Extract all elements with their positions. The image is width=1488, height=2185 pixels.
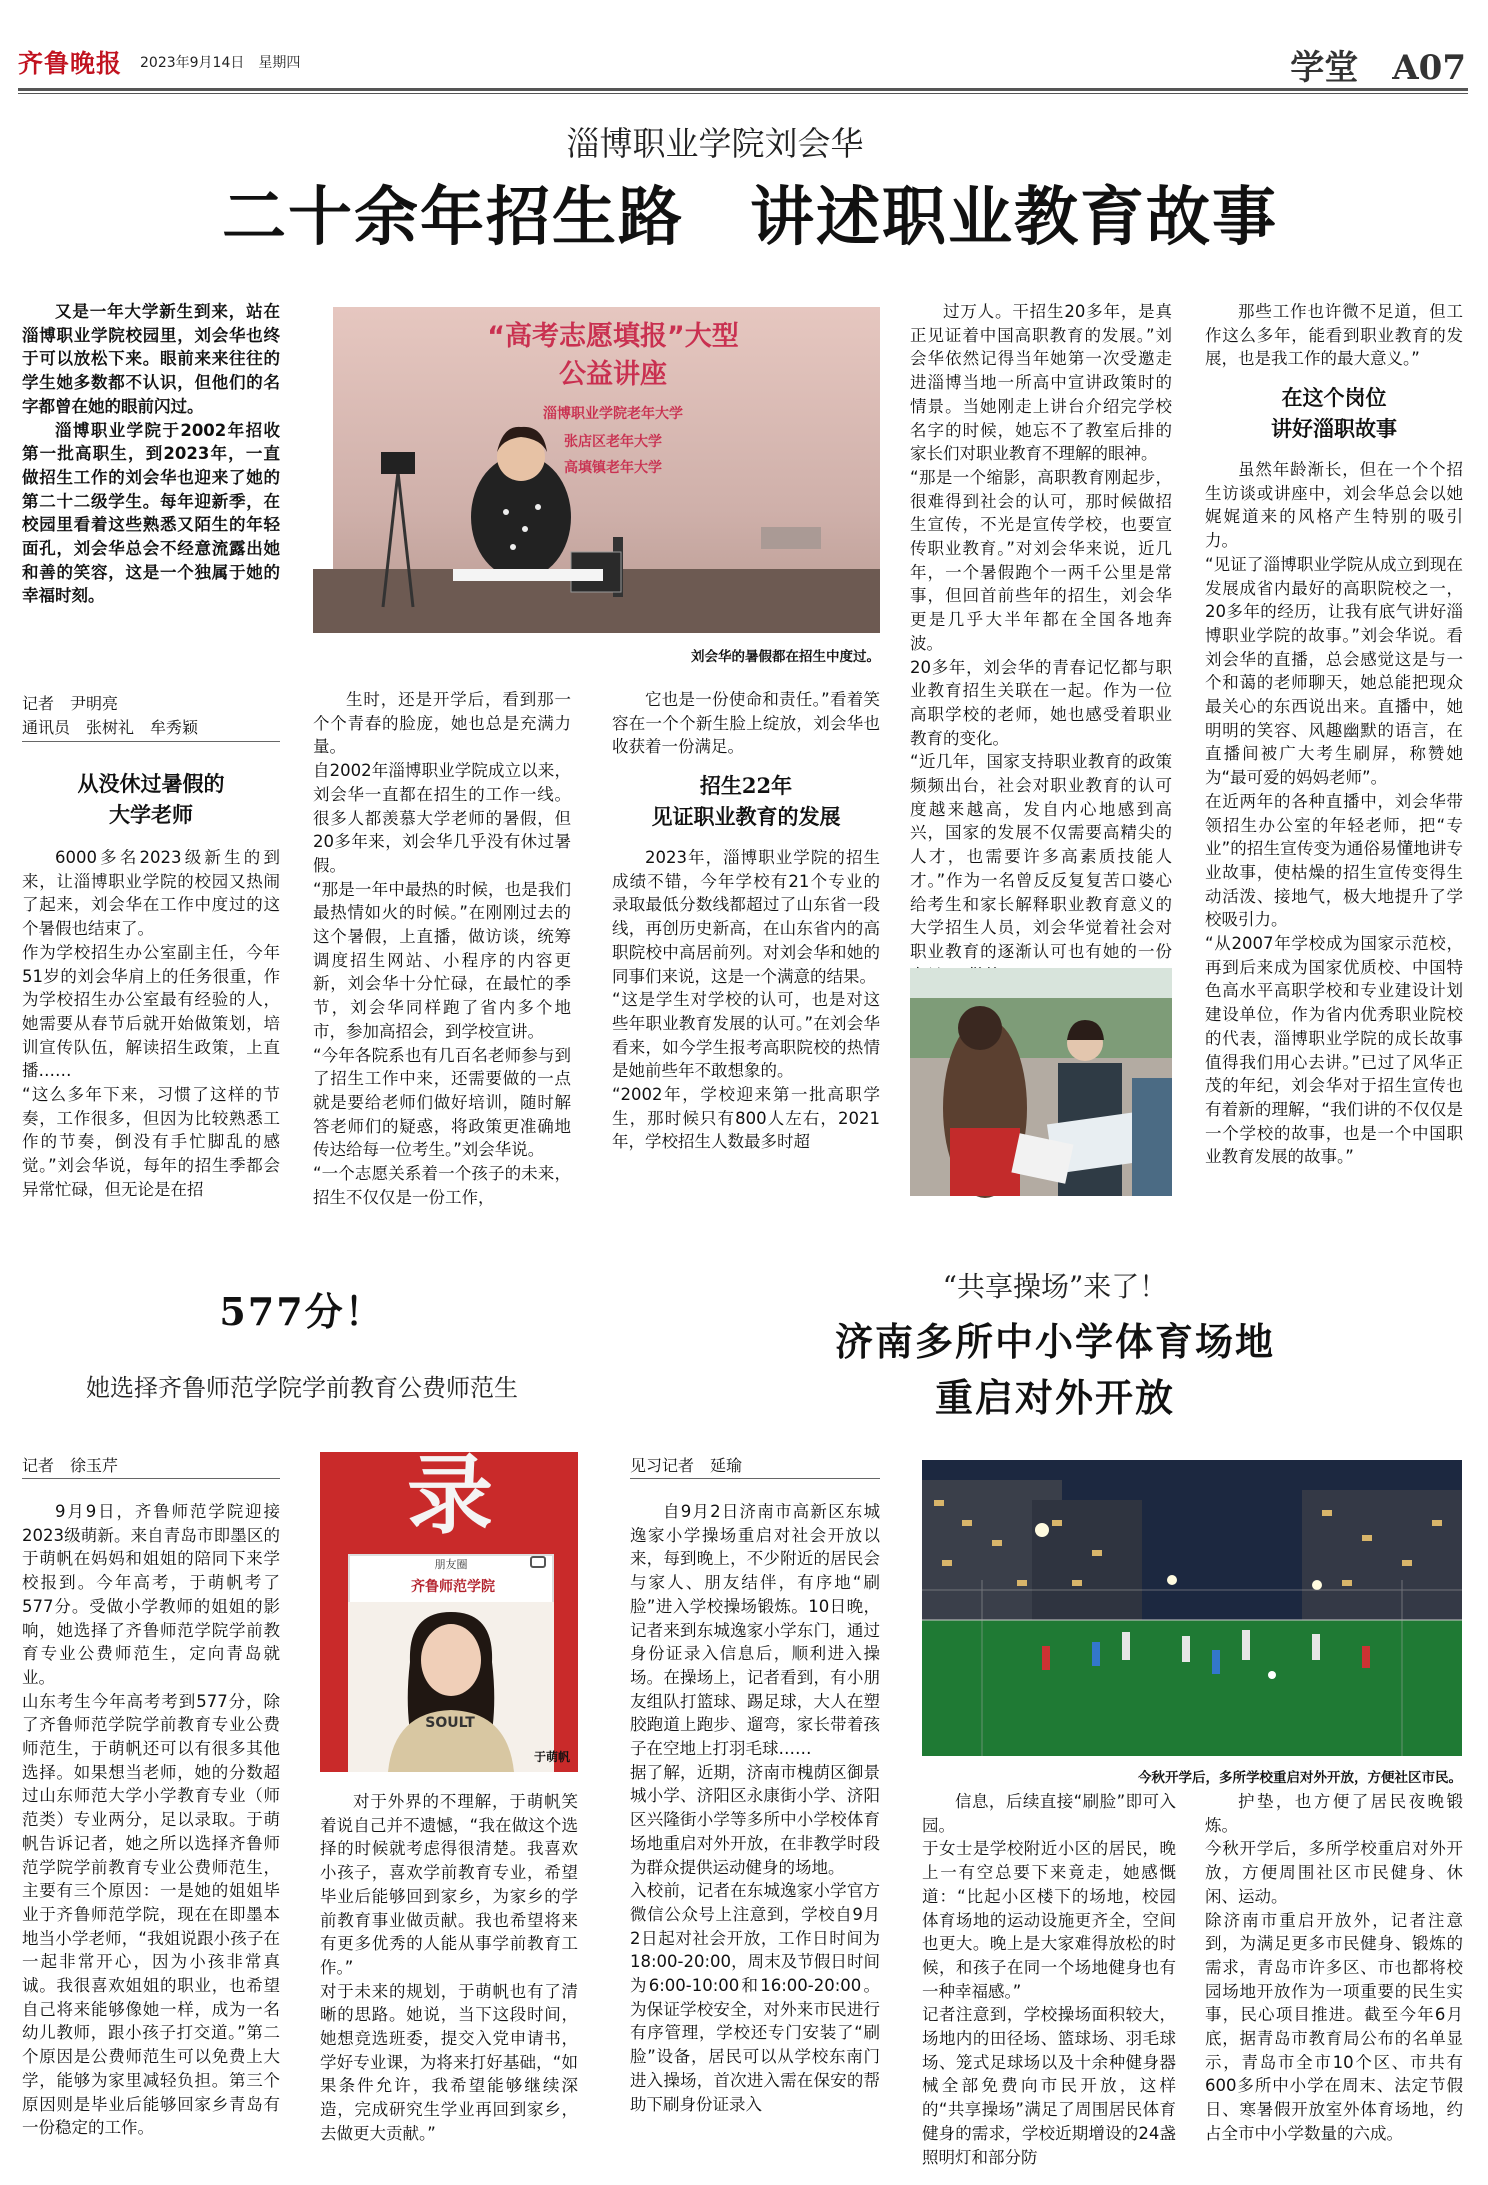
byline-correspondent: 通讯员 张树礼 牟秀颖 xyxy=(22,718,199,737)
photo1-caption: 刘会华的暑假都在招生中度过。 xyxy=(691,649,880,665)
article3-col2: 信息，后续直接“刷脸”即可入园。 于女士是学校附近小区的居民，晚上一有空总要下来竟走，她感慨道：“比起小区楼下的场地，校园体育场地的运动设施更齐全，空间也更大。晚上是大家难得放松的时候，和孩子在同一个场地健身也有一种幸福感。” 记者注意到，学校操场面积较大，场地内的田径场、篮球场、羽毛球场、笼式足球场以及十余种健身器械全部免费向市民开放，这样的“共享操场”满足了周围居民体育健身的需求，学校近期增设的24盏照明灯和部分防 xyxy=(922,1792,1176,2167)
frame-school-name: 齐鲁师范学院 xyxy=(411,1579,495,1595)
shirt-print: SOULT xyxy=(425,1715,475,1731)
section-page: 学堂 A07 xyxy=(1290,48,1466,88)
article1-col1: 6000多名2023级新生的到来，让淄博职业学院的校园又热闹了起来，刘会华在工作中度过的这个暑假也结束了。 作为学校招生办公室副主任，今年51岁的刘会华肩上的任务很重，作为学校招生办公室最有经验的人，她需要从春节后就开始做策划，培训宣传队伍，解读招生政策，上直播…… “这么多年下来，习惯了这样的节奏，工作很多，但因为比较熟悉工作的节奏，倒没有手忙脚乱的感觉。”刘会华说，每年的招生季都会异常忙碌，但无论是在招 xyxy=(22,848,280,1199)
byline-rule xyxy=(630,1478,880,1479)
lecture-scene xyxy=(313,307,880,633)
article1-lead xyxy=(22,300,280,690)
issue-date: 2023年9月14日 星期四 xyxy=(140,55,301,71)
header-rule xyxy=(18,88,1468,91)
article1-col5b: 虽然年龄渐长，但在一个个招生访谈或讲座中，刘会华总会以她娓娓道来的风格产生特别的吸引力。 “见证了淄博职业学院从成立到现在发展成省内最好的高职院校之一，20多年的经历，让我有底气讲好淄博职业学院的故事。”刘会华说。看刘会华的直播，总会感觉这是与一个和蔼的老师聊天，她总能把现众最关心的东西说出来。直播中，她明明的笑容、风趣幽默的语言，在直播间被广大考生刷屏，称赞她为“最可爱的妈妈老师”。 在近两年的各种直播中，刘会华带领招生办公室的年轻老师，把“专业”的招生宣传变为通俗易懂地讲专业故事，使枯燥的招生宣传变得生动活泼、接地气，极大地提升了学校吸引力。 “从2007年学校成为国家示范校，再到后来成为国家优质校、中国特色高水平高职学校和专业建设计划建设单位，作为省内优秀职业院校的代表，淄博职业学院的成长故事值得我们用心去讲。”已过了风华正茂的年纪，刘会华对于招生宣传也有着新的理解，“我们讲的不仅仅是一个学校的故事，也是一个中国职业教育发展的故事。” xyxy=(1205,460,1463,1167)
subhead-2: 招生22年 见证职业教育的发展 xyxy=(651,773,841,829)
article1-kicker: 淄博职业学院刘会华 xyxy=(566,124,864,163)
frame-title: 朋友圈 xyxy=(434,1558,468,1571)
lecture-photo xyxy=(313,307,880,633)
lead-paragraph: 淄博职业学院于2002年招收第一批高职生，到2023年，一直做招生工作的刘会华也迎来了她的第二十二级学生。每年迎新季，在校园里看着这些熟悉又陌生的年轻面孔，刘会华总会不经意流露出她和善的笑容，这是一个独属于她的幸福时刻。 xyxy=(22,420,280,606)
article1-col2: 生时，还是开学后，看到那一个个青春的脸庞，她也总是充满力量。 自2002年淄博职业学院成立以来，刘会华一直都在招生的工作一线。很多人都羡慕大学老师的暑假，但20多年来，刘会华几乎没有休过暑假。 “那是一年中最热的时候，也是我们最热情如火的时候。”在刚刚过去的这个暑假，上直播，做访谈，统筹调度招生网站、小程序的内容更新，刘会华十分忙碌，在最忙的季节，刘会华同样跑了省内多个地市，参加高招会，到学校宣讲。 “今年各院系也有几百名老师参与到了招生工作中来，还需要做的一点就是要给老师们做好培训，随时解答老师们的疑惑，将政策更准确地传达给每一位考生。”刘会华说。 “一个志愿关系着一个孩子的未来，招生不仅仅是一份工作， xyxy=(313,690,571,1207)
article3-col1: 自9月2日济南市高新区东城逸家小学操场重启对社会开放以来，每到晚上，不少附近的居民会与家人、朋友结伴，有序地“刷脸”进入学校操场锻炼。10日晚，记者来到东城逸家小学东门，通过身份证录入信息后，顺利进入操场。在操场上，记者看到，有小朋友组队打篮球、踢足球，大人在塑胶跑道上跑步、遛弯，家长带着孩子在空地上打羽毛球…… 据了解，近期，济南市槐荫区御景城小学、济阳区永康街小学、济阳区兴隆街小学等多所中小学校体育场地重启对外开放，在非教学时段为群众提供运动健身的场地。 入校前，记者在东城逸家小学官方微信公众号上注意到，学校自9月2日起对社会开放，工作日时间为18:00-20:00，周末及节假日时间为6:00-10:00和16:00-20:00。为保证学校安全，对外来市民进行有序管理，学校还专门安装了“刷脸”设备，居民可以从学校东南门进入操场，首次进入需在保安的帮助下刷身份证录入 xyxy=(630,1502,880,2114)
byline-rule xyxy=(22,741,280,742)
banner-line: 淄博职业学院老年大学 xyxy=(543,406,683,422)
night-field-scene xyxy=(922,1460,1462,1756)
article1-col5a: 那些工作也许微不足道，但工作这么多年，能看到职业教育的发展，也是我工作的最大意义。” xyxy=(1205,302,1463,369)
article3-headline-2: 重启对外开放 xyxy=(934,1375,1175,1420)
campus-scene xyxy=(910,968,1172,1196)
article2-col2: 对于外界的不理解，于萌帆笑着说自己并不遗憾，“我在做这个选择的时候就考虑得很清楚。我喜欢小孩子，喜欢学前教育专业，希望毕业后能够回到家乡，为家乡的学前教育事业做贡献。我也希望将来有更多优秀的人能从事学前教育工作。” 对于未来的规划，于萌帆也有了清晰的思路。她说，当下这段时间，她想竞选班委，提交入党申请书，学好专业课，为将来打好基础，“如果条件允许，我希望能够继续深造，完成研究生学业再回到家乡，去做更大贡献。” xyxy=(320,1792,578,2143)
article3-kicker: “共享操场”来了！ xyxy=(942,1270,1168,1303)
photo-credit: 于萌帆 xyxy=(533,1750,570,1764)
masthead: 齐鲁晚报 xyxy=(18,49,123,78)
student-photo xyxy=(320,1445,578,1772)
banner-subtitle: 公益讲座 xyxy=(559,359,667,390)
header-rule-thin xyxy=(18,93,1468,94)
lead-paragraph: 又是一年大学新生到来，站在淄博职业学院校园里，刘会华也终于可以放松下来。眼前来来往往的学生她多数都不认识，但他们的名字都曾在她的眼前闪过。 xyxy=(22,302,280,416)
article2-col1: 9月9日，齐鲁师范学院迎接2023级萌新。来自青岛市即墨区的于萌帆在妈妈和姐姐的陪同下来学校报到。今年高考，于萌帆考了577分。受做小学教师的姐姐的影响，她选择了齐鲁师范学院学前教育专业公费师范生，定向青岛就业。 山东考生今年高考考到577分，除了齐鲁师范学院学前教育专业公费师范生，于萌帆还可以有很多其他选择。如果想当老师，她的分数超过山东师范大学小学教育专业（师范类）专业两分，足以录取。于萌帆告诉记者，她之所以选择齐鲁师范学院学前教育专业公费师范生，主要有三个原因：一是她的姐姐毕业于齐鲁师范学院，现在在即墨本地当小学老师，“我姐说跟小孩子在一起非常开心，因为小孩非常真诚。我很喜欢姐姐的职业，也希望自己将来能够像她一样，成为一名幼儿教师，跟小孩子打交道。”第二个原因是公费师范生可以免费上大学，能够为家里减轻负担。第三个原因则是毕业后能够回家乡青岛有一份稳定的工作。 xyxy=(22,1502,280,2138)
sports-field-photo xyxy=(922,1460,1462,1756)
subhead-1: 从没休过暑假的 大学老师 xyxy=(77,771,225,827)
article1-headline: 二十余年招生路 讲述职业教育故事 xyxy=(222,180,1278,255)
article3-byline: 见习记者 延瑜 xyxy=(630,1456,743,1475)
byline-rule xyxy=(22,1478,280,1479)
article3-col3: 护垫，也方便了居民夜晚锻炼。 今秋开学后，多所学校重启对外开放，方便周围社区市民健身、休闲、运动。 除济南市重启开放外，记者注意到，为满足更多市民健身、锻炼的需求，青岛市许多区、市也都将校园场地开放作为一项重要的民生实事，民心项目推进。截至今年6月底，据青岛市教育局公布的名单显示，青岛市全市10个区、市共有600多所中小学在周末、法定节假日、寒暑假开放室外体育场地，约占全市中小学数量的六成。 xyxy=(1205,1792,1463,2143)
byline-reporter: 记者 尹明亮 xyxy=(22,694,119,713)
article2-headline: 577分！ xyxy=(219,1289,385,1334)
article2-byline: 记者 徐玉芹 xyxy=(22,1456,119,1475)
banner-line: 高填镇老年大学 xyxy=(564,460,662,476)
photo4-caption: 今秋开学后，多所学校重启对外开放，方便社区市民。 xyxy=(1138,1770,1462,1786)
article1-col4a: 过万人。干招生20多年，是真正见证着中国高职教育的发展。”刘会华依然记得当年她第一次受邀走进淄博当地一所高中宣讲政策时的情景。当她刚走上讲台介绍完学校名字的时候，她忘不了教室后排的家长们对职业教育不理解的眼神。 “那是一个缩影，高职教育刚起步，很难得到社会的认可，那时候做招生宣传，不光是宣传学校，也要宣传职业教育。”对刘会华来说，近几年，一个暑假跑个一两千公里是常事，但回首前些年的招生，刘会华更是几乎大半年都在全国各地奔波。 20多年，刘会华的青春记忆都与职业教育招生关联在一起。作为一位高职学校的老师，她也感受着职业教育的变化。 “近几年，国家支持职业教育的政策频频出台，社会对职业教育的认可度越来越高，发自内心地感到高兴，国家的发展不仅需要高精尖的人才，也需要许多高素质技能人才。”作为一名曾反反复复苦口婆心给考生和家长解释职业教育意义的大学招生人员，刘会华觉着社会对职业教育的逐渐认可也有她的一份 xyxy=(910,302,1172,961)
student-figure xyxy=(348,1602,554,1772)
subhead-3: 在这个岗位 讲好淄职故事 xyxy=(1271,385,1397,441)
banner-title: “高考志愿填报”大型 xyxy=(487,321,739,352)
article2-subhead: 她选择齐鲁师范学院学前教育公费师范生 xyxy=(86,1374,518,1402)
article3-headline-1: 济南多所中小学体育场地 xyxy=(834,1319,1275,1364)
article1-col3b: 2023年，淄博职业学院的招生成绩不错，今年学校有21个专业的录取最低分数线都超过了山东省一段线，再创历史新高，在山东省内的高职院校中高居前列。对刘会华和她的同事们来说，这是一个满意的结果。 “这是学生对学校的认可，也是对这些年职业教育发展的认可。”在刘会华看来，如今学生报考高职院校的热情是她前些年不敢想象的。 “2002年，学校迎来第一批高职学生，那时候只有800人左右，2021年，学校招生人数最多时超 xyxy=(612,848,880,1152)
campus-photo xyxy=(910,968,1172,1196)
backdrop-character: 录 xyxy=(407,1445,493,1546)
camera-icon xyxy=(530,1556,546,1568)
banner-line: 张店区老年大学 xyxy=(564,434,662,450)
article1-col3a: 它也是一份使命和责任。”看着笑容在一个个新生脸上绽放，刘会华也收获着一份满足。 xyxy=(612,690,880,757)
